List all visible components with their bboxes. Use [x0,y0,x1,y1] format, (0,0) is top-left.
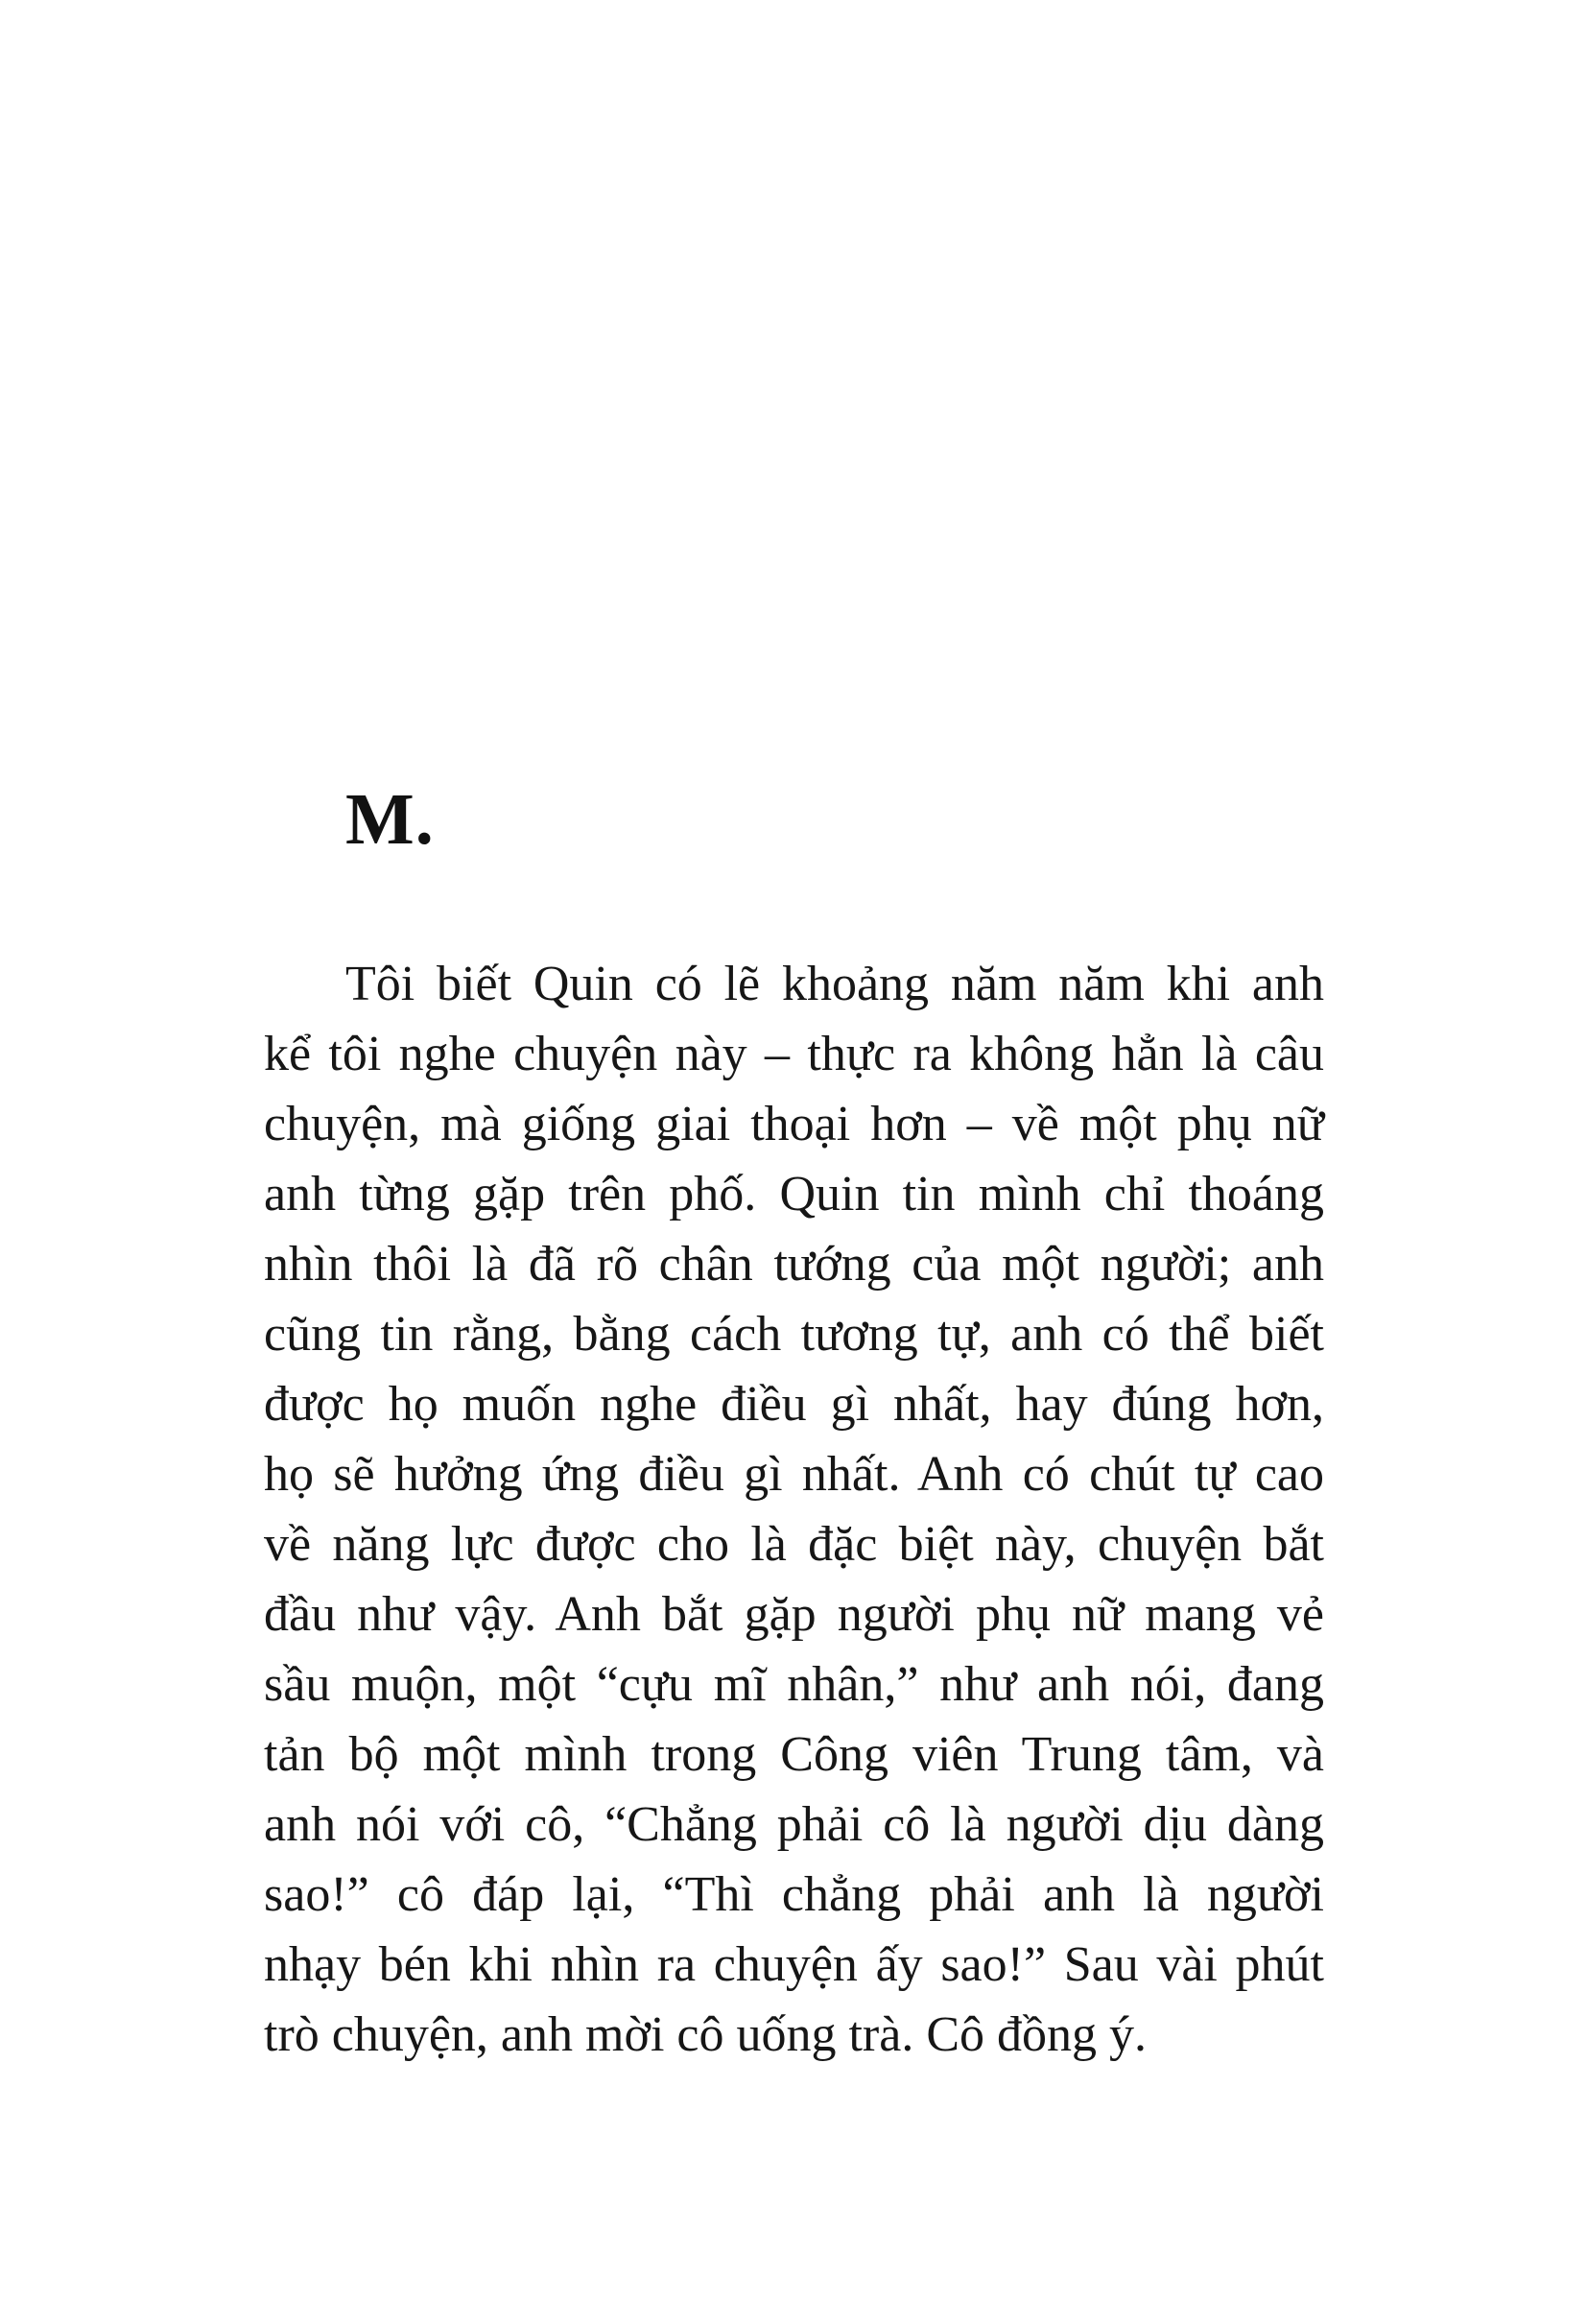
section-heading: M. [345,779,435,860]
paragraph-line: kể tôi nghe chuyện này – thực ra không hẳn là câu [264,1027,1324,1081]
paragraph-line: tản bộ một mình trong Công viên Trung tâm, và [264,1727,1324,1782]
paragraph-line: cũng tin rằng, bằng cách tương tự, anh có thể biết [264,1307,1324,1362]
paragraph-line: về năng lực được cho là đặc biệt này, chuyện bắt [264,1517,1324,1572]
paragraph-line: chuyện, mà giống giai thoại hơn – về một phụ nữ [264,1097,1324,1151]
paragraph-line: trò chuyện, anh mời cô uống trà. Cô đồng ý. [264,2007,1148,2062]
paragraph-line: sầu muộn, một “cựu mĩ nhân,” như anh nói, đang [264,1657,1324,1712]
paragraph-line: anh nói với cô, “Chẳng phải cô là người dịu dàng [264,1797,1324,1852]
paragraph-line: nhạy bén khi nhìn ra chuyện ấy sao!” Sau vài phút [264,1937,1324,1992]
body-paragraph [264,949,1324,2070]
paragraph-line: họ sẽ hưởng ứng điều gì nhất. Anh có chút tự cao [264,1447,1324,1502]
paragraph-line: sao!” cô đáp lại, “Thì chẳng phải anh là người [264,1867,1324,1922]
paragraph-line: anh từng gặp trên phố. Quin tin mình chỉ thoáng [264,1167,1324,1221]
paragraph-line: Tôi biết Quin có lẽ khoảng năm năm khi anh [345,957,1324,1011]
paragraph-line: đầu như vậy. Anh bắt gặp người phụ nữ mang vẻ [264,1587,1324,1642]
paragraph-line: được họ muốn nghe điều gì nhất, hay đúng hơn, [264,1377,1324,1432]
paragraph-line: nhìn thôi là đã rõ chân tướng của một người; anh [264,1237,1324,1292]
